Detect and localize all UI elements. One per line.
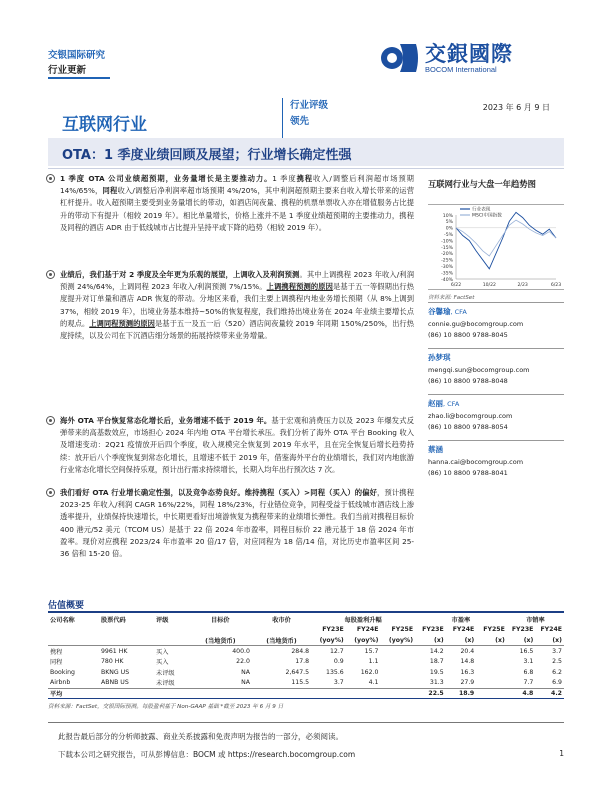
- table-row: [48, 678, 564, 689]
- bullet-icon: [46, 488, 55, 497]
- y-tick-label: -35%: [441, 271, 453, 277]
- trend-chart: [428, 204, 564, 290]
- col-ticker: 股票代码: [100, 616, 126, 624]
- paragraph-1: [60, 173, 414, 234]
- cell: 9961 HK: [100, 647, 128, 655]
- header-cell: FY23E: [322, 626, 344, 634]
- table-average-row: [48, 688, 564, 699]
- paragraph-3: [60, 415, 414, 476]
- col-target: 目标价: [211, 616, 230, 624]
- paragraph-3-lead: 海外 OTA 平台恢复常态化增长后，业务增速不低于 2019 年。: [60, 416, 272, 425]
- paragraph-4-text: ，预计携程 2023-25 年收入/利润 CAGR 16%/22%，同程 18%/23%，行业错位竞争，同程受益于低线城市酒店线上渗透率提升，业绩保持快速增长，中长期更看好出境游恢复为携程带来的业绩增长弹性。我们当前对携程目标价 400 港元/52 美元（TCOM US）是基于 22 倍 2024 年市盈率，同程目标价 22 港元基于 18 倍 2024 年市盈率。现价对应携程 2023/24 年市盈率 20 倍/17 倍，对应同程为 18 倍/14 倍，对比历史市盈率区间 25-36 倍和 15-20 倍。: [60, 488, 415, 559]
- cell: 6.2: [552, 668, 562, 676]
- cell: 16.3: [460, 668, 475, 676]
- valuation-table: [48, 614, 564, 699]
- paragraph-2-text: 。其中上调携程 2023 年收入/利润预测 24%/64%，上调同程 2023 年收入/利润预测 7%/15%。: [60, 270, 414, 292]
- cell: Airbnb: [50, 679, 71, 687]
- analyst-email[interactable]: zhao.li@bocomgroup.com: [428, 411, 513, 420]
- cell: ABNB US: [100, 679, 129, 687]
- analyst-phone: (86) 10 8800 9788-8054: [428, 423, 508, 431]
- cell: 22.5: [415, 688, 446, 699]
- paragraph-4-lead: 我们看好 OTA 行业增长确定性强，以及竞争态势良好。维持携程（买入）>同程（买入）的偏好: [60, 488, 378, 497]
- paragraph-2-underline: 上调同程预测的原因: [89, 318, 155, 328]
- cell: 未评级: [156, 680, 175, 688]
- footer-divider: [48, 722, 564, 723]
- y-tick-label: -10%: [441, 239, 453, 245]
- cell: 16.5: [519, 647, 534, 655]
- legend-label: 行业表现: [472, 207, 491, 213]
- cell: 6.9: [552, 679, 562, 687]
- cell: 31.3: [429, 679, 444, 687]
- analyst-cert: , CFA: [443, 400, 460, 408]
- cell: 400.0: [232, 647, 250, 655]
- y-tick-label: -30%: [441, 265, 453, 270]
- paragraph-1-bold-ctrip: 携程: [296, 174, 314, 183]
- header-cell: (x): [476, 635, 507, 646]
- header-cell: (x): [507, 635, 536, 646]
- analyst-card: [428, 398, 564, 434]
- page-number: 1: [559, 749, 564, 758]
- y-tick-label: 10%: [442, 213, 453, 219]
- cell: Booking: [50, 668, 75, 676]
- analyst-divider: [428, 440, 564, 441]
- table-top-rule: [48, 611, 564, 613]
- paragraph-1-text: 收入/调整后净利润率超市场预期 4%/20%，其中利润超预期主要来自收入增长带来的运营杠杆提升。收入超预期主要受到业务量增长的带动，如酒店间夜量、携程的机票单票收入亦在增值服务占比提升的带动下有提升（相较 2019 年）。相比单量增长，价格上涨并不是 1 季度业绩超预期的主要推动力，携程及同程的酒店 ADR 由于低线城市占比提升呈持平或下降的趋势（相较 2019 年）。: [60, 186, 415, 232]
- table-header-row: [48, 614, 564, 625]
- cell: 19.5: [429, 668, 444, 676]
- col-eps-growth: 每股盈利升幅: [344, 616, 382, 624]
- header-cell: (yoy%): [380, 635, 415, 646]
- disclaimer: 此报告最后部分的分析师披露、商业关系披露和免责声明为报告的一部分，必须阅读。: [58, 732, 343, 741]
- logo-text-en: BOCOM International: [425, 65, 497, 74]
- chart-title: 互联网行业与大盘一年趋势图: [428, 179, 536, 189]
- bullet-icon: [46, 416, 55, 425]
- x-tick-label: 2/23: [517, 283, 528, 288]
- cell: 14.8: [460, 658, 475, 666]
- cell: 6.8: [523, 668, 534, 676]
- cell: 3.7: [552, 647, 562, 655]
- header-cell: (yoy%): [346, 635, 381, 646]
- analyst-name: 孙梦琪: [428, 353, 451, 362]
- cell: 7.7: [523, 679, 534, 687]
- analyst-name: 赵丽: [428, 399, 443, 408]
- cell: 12.7: [329, 647, 344, 655]
- col-rating: 评级: [156, 616, 169, 624]
- cell: 22.0: [236, 658, 250, 666]
- cell: 0.9: [333, 658, 344, 666]
- col-price: 收市价: [272, 616, 291, 624]
- cell: 携程: [50, 648, 63, 656]
- cell: 162.0: [360, 668, 379, 676]
- table-header-row: [48, 625, 564, 636]
- cell: 27.9: [460, 679, 475, 687]
- analyst-email[interactable]: mengqi.sun@bocomgroup.com: [428, 365, 530, 374]
- paragraph-1-bold-tongcheng: 同程: [102, 186, 118, 196]
- report-type: 行业更新: [48, 65, 87, 76]
- title-divider: [48, 168, 564, 169]
- cell: 买入: [156, 648, 169, 656]
- paragraph-2-text: 是基于五一等假期出行热度提升对订单量和酒店 ADR 恢复的带动。分地区来看，我们主要上调携程内地业务增长预期（从 8%上调到 37%，相较 2019 年），出境业务基本维持~50%的恢复程度，我们维持出境业务在 2024 年业绩主要增长点的观点。: [60, 282, 414, 328]
- paragraph-1-text: 1 季度: [272, 174, 297, 183]
- cell: 平均: [48, 688, 99, 699]
- analyst-divider: [428, 348, 564, 349]
- header-cell: FY25E: [391, 626, 414, 634]
- analyst-email[interactable]: hanna.cai@bocomgroup.com: [428, 457, 524, 466]
- paragraph-1-lead: 1 季度 OTA 公司业绩超预期，业务量增长是主要推动力。: [60, 174, 273, 183]
- header-cell: (当地货币): [189, 635, 252, 646]
- download-note[interactable]: 下载本公司之研究报告，可从彭博信息：BOCM 或 https://research.bocomgroup.com: [58, 750, 356, 759]
- analyst-cert: , CFA: [450, 308, 467, 316]
- analyst-phone: (86) 10 8800 9788-8045: [428, 331, 508, 339]
- cell: 买入: [156, 659, 169, 667]
- paragraph-3-text: 基于宏观和消费压力以及 2023 年爆发式反弹带来的高基数效应，市场担心 2024 年内地 OTA 平台增长承压。我们分析了海外 OTA 平台 Booking 收入及增速变动：2Q21 疫情放开后四个季度，收入规模完全恢复到 2019 年水平，且在完全恢复后增长趋势持续：放开后八个季度恢复到常态化增长，且增速不低于 2019 年，借鉴海外平台的业绩增长，我们对内地旅游行业常态化增长空间保持乐观，预计出行需求持续增长，长期入均年出行预次达 7 次。: [60, 416, 414, 474]
- cell: 115.5: [291, 679, 310, 687]
- y-tick-label: -15%: [441, 245, 453, 251]
- analyst-card: [428, 444, 564, 480]
- report-date: 2023 年 6 月 9 日: [482, 103, 550, 112]
- table-row: [48, 667, 564, 678]
- series-line: [456, 212, 556, 268]
- header-cell: FY24E: [452, 626, 475, 634]
- bullet-icon: [46, 270, 55, 279]
- analyst-phone: (86) 10 8800 9788-8041: [428, 469, 508, 477]
- bullet-icon: [46, 174, 55, 183]
- cell: 17.8: [295, 658, 310, 666]
- cell: 2.5: [552, 658, 562, 666]
- col-pe: 市盈率: [451, 616, 471, 624]
- logo-text-cn: 交銀國際: [425, 41, 513, 66]
- cell: 4.2: [535, 688, 564, 699]
- analyst-phone: (86) 10 8800 9788-8048: [428, 377, 508, 385]
- paragraph-2-lead: 业绩后，我们基于对 2 季度及全年更为乐观的展望，上调收入及利润预测: [60, 270, 300, 279]
- paragraph-4: [60, 487, 414, 560]
- trend-chart-svg: [428, 205, 564, 291]
- rating-value: 领先: [290, 116, 310, 127]
- cell: 3.7: [333, 679, 344, 687]
- header-cell: FY23E: [422, 626, 444, 634]
- y-tick-label: -5%: [444, 233, 453, 238]
- cell: 3.1: [523, 658, 534, 666]
- cell: NA: [241, 668, 250, 676]
- cell: 同程: [50, 659, 63, 667]
- table-header-row: [48, 635, 564, 646]
- paragraph-2: [60, 269, 414, 342]
- cell: 4.8: [507, 688, 536, 699]
- header-cell: (x): [446, 635, 477, 646]
- col-ps: 市销率: [526, 616, 545, 624]
- cell: NA: [241, 679, 250, 687]
- cell: 284.8: [291, 647, 310, 655]
- header-cell: (当地货币): [252, 635, 311, 646]
- rating-box: [282, 98, 382, 138]
- x-tick-label: 10/22: [482, 283, 496, 288]
- y-tick-label: 0%: [445, 226, 453, 232]
- chart-source: 资料来源: FactSet: [428, 295, 475, 301]
- x-tick-label: 6/23: [550, 283, 562, 288]
- header-cell: FY24E: [540, 626, 562, 634]
- paragraph-1-text: 收入/调整后利润超市场预期 14%/65%，: [60, 174, 414, 196]
- analyst-name: 蔡涵: [428, 445, 443, 454]
- cell: 14.2: [429, 647, 444, 655]
- col-company: 公司名称: [50, 616, 75, 624]
- y-tick-label: -20%: [441, 252, 453, 258]
- cell: 18.9: [446, 688, 477, 699]
- x-tick-label: 6/22: [450, 283, 462, 288]
- industry-name: 互联网行业: [62, 115, 147, 135]
- legend-label: MSCI中国指数: [472, 213, 502, 219]
- cell: 1.1: [368, 658, 379, 666]
- header-divider: [48, 77, 110, 79]
- series-line: [456, 220, 556, 256]
- table-note: 资料来源：FactSet，交银国际预测。每股盈利基于 Non-GAAP 基础 *截至 2023 年 6 月 9 日: [48, 704, 284, 710]
- header-cell: FY25E: [483, 626, 505, 634]
- analyst-divider: [428, 394, 564, 395]
- header-cell: (x): [415, 635, 446, 646]
- page-title: OTA：1 季度业绩回顾及展望；行业增长确定性强: [62, 148, 352, 163]
- cell: 未评级: [156, 669, 175, 677]
- header-cell: FY23E: [511, 626, 534, 634]
- analyst-card: [428, 352, 564, 388]
- table-row: [48, 656, 564, 667]
- cell: 135.6: [326, 668, 344, 676]
- y-tick-label: -25%: [441, 258, 453, 264]
- paragraph-2-text: 是基于五一及五一后（520）酒店间夜量较 2019 年同期 150%/250%，出行热度持续，以及公司在下沉酒店细分场景的拓展持续带来业务增量。: [60, 318, 415, 341]
- cell: BKNG US: [100, 668, 130, 676]
- table-title: 估值概要: [48, 601, 85, 611]
- analyst-card: [428, 306, 564, 342]
- analyst-name: 谷馨瑜: [428, 307, 451, 316]
- header-cell: FY24E: [356, 626, 379, 634]
- cell: 15.7: [364, 647, 379, 655]
- header-cell: (yoy%): [311, 635, 346, 646]
- cell: 4.1: [368, 679, 379, 687]
- rating-label: 行业评级: [290, 100, 329, 111]
- cell: 18.7: [429, 658, 444, 666]
- cell: 2,647.5: [285, 668, 310, 676]
- paragraph-2-underline: 上调携程预测的原因: [266, 282, 333, 292]
- y-tick-label: 5%: [445, 220, 453, 226]
- bocom-logo-icon: [380, 40, 422, 76]
- y-tick-label: -40%: [441, 277, 453, 283]
- analyst-divider: [428, 302, 564, 303]
- table-row: [48, 646, 564, 657]
- firm-name: 交银国际研究: [48, 50, 106, 61]
- header-cell: (x): [535, 635, 564, 646]
- analyst-email[interactable]: connie.gu@bocomgroup.com: [428, 319, 524, 328]
- cell: 780 HK: [100, 658, 124, 666]
- cell: 20.4: [460, 647, 475, 655]
